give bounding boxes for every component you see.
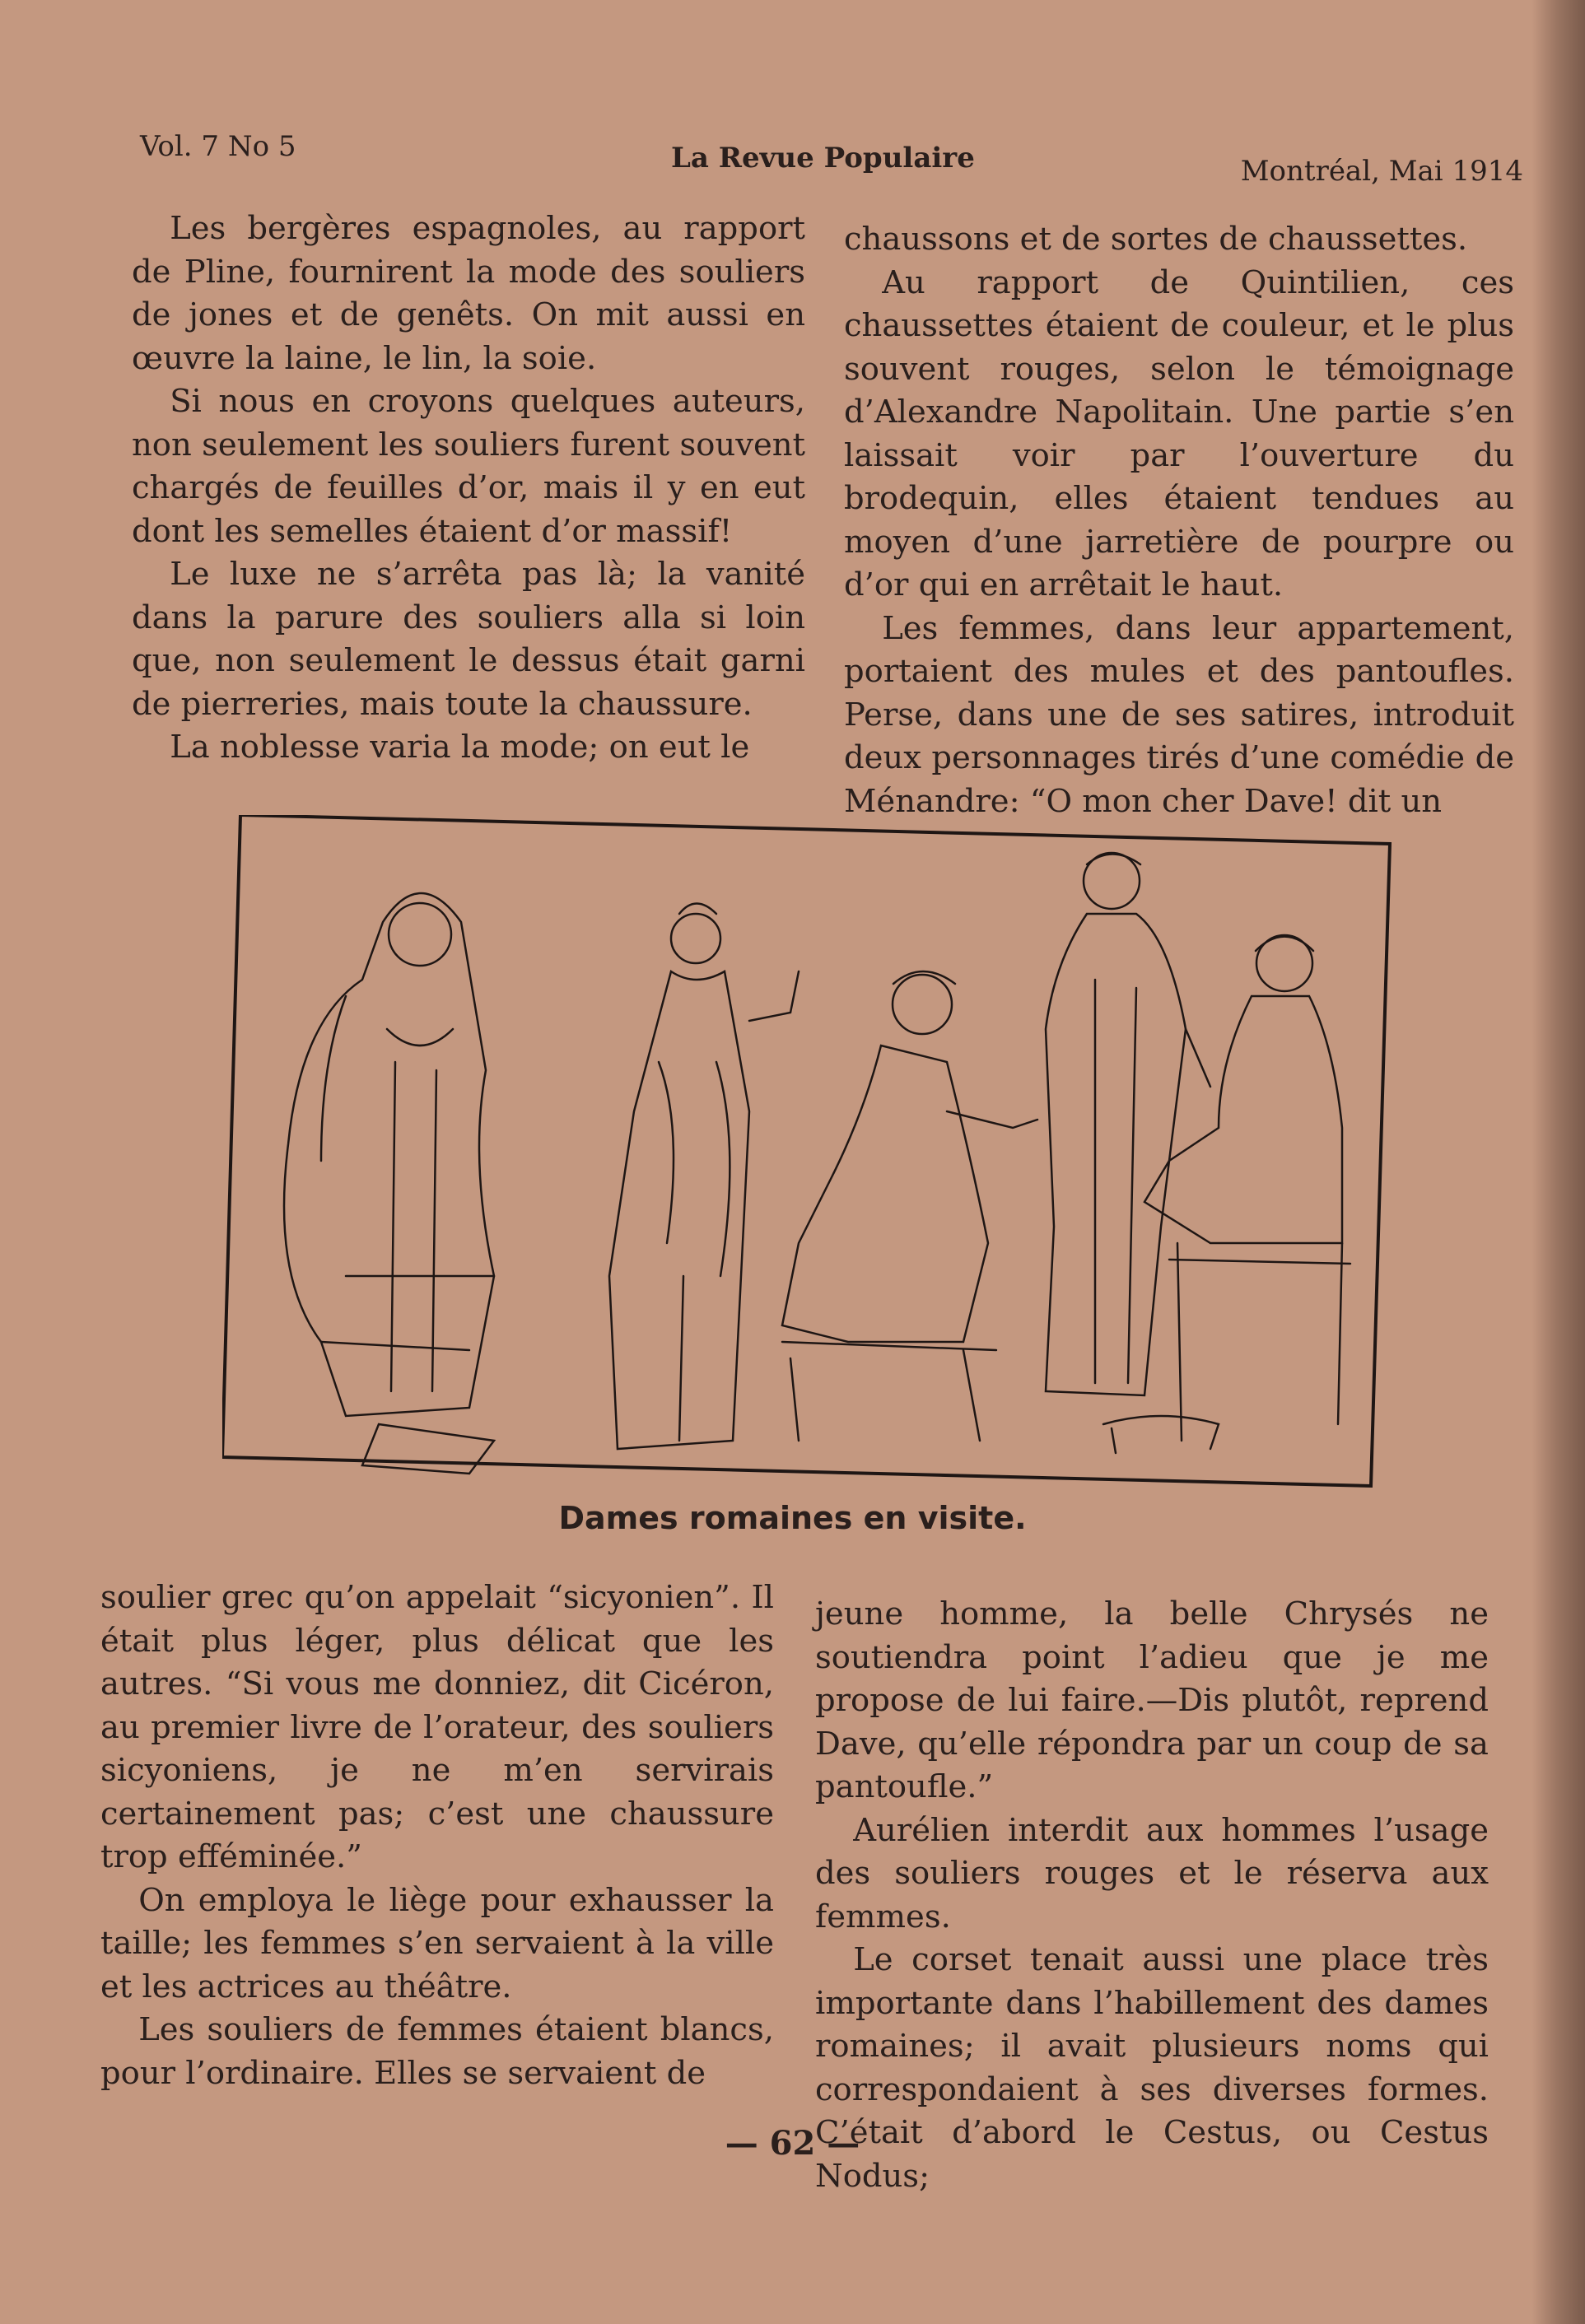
column-bottom-left xyxy=(100,1577,774,2095)
figure-caption: Dames romaines en visite. xyxy=(558,1500,1027,1536)
paragraph: Le luxe ne s’arrêta pas là; la vanité dans la parure des souliers alla si loin que, non seulement le dessus était garni de pierreries, mais toute la chaussure. xyxy=(132,556,805,723)
column-bottom-right xyxy=(815,1593,1489,2198)
column-top-left xyxy=(132,207,805,770)
magazine-title: La Revue Populaire xyxy=(671,142,975,175)
paragraph: Au rapport de Quintilien, ces chaussettes étaient de couleur, et le plus souvent rouges, selon le témoignage d’Alexandre Napolitain. Une partie s’en laissait voir par l’ouverture du brodequin, elles étaient tendues au moyen d’une jarretière de pourpre ou d’or qui en arrêtait le haut. xyxy=(844,263,1514,603)
running-header xyxy=(140,123,1523,188)
paragraph: jeune homme, la belle Chrysés ne soutiendra point l’adieu que je me propose de lui faire.—Dis plutôt, reprend Dave, qu’elle répondra par un coup de sa pantoufle.” xyxy=(815,1595,1489,1805)
paragraph: La noblesse varia la mode; on eut le xyxy=(170,729,750,766)
place-date: Montréal, Mai 1914 xyxy=(1240,155,1523,188)
paragraph: chaussons et de sortes de chaussettes. xyxy=(844,221,1468,258)
paragraph: Aurélien interdit aux hommes l’usage des souliers rouges et le réserva aux femmes. xyxy=(815,1811,1489,1935)
paragraph: Le corset tenait aussi une place très importante dans l’habillement des dames romaines; il avait plusieurs noms qui correspondaient à ses diverses formes. C’était d’abord le Cestus, ou Cestus Nodus; xyxy=(815,1941,1489,2195)
column-top-right xyxy=(844,218,1514,823)
paragraph: On employa le liège pour exhausser la taille; les femmes s’en servaient à la ville et les actrices au théâtre. xyxy=(100,1881,774,2005)
illustration xyxy=(222,815,1392,1490)
paragraph: Si nous en croyons quelques auteurs, non seulement les souliers furent souvent chargés de feuilles d’or, mais il y en eut dont les semelles étaient d’or massif! xyxy=(132,383,805,550)
paragraph: Les bergères espagnoles, au rapport de Pline, fournirent la mode des souliers de jones et de genêts. On mit aussi en œuvre la laine, le lin, la soie. xyxy=(132,210,805,377)
page-number: — 62 — xyxy=(725,2124,860,2163)
paragraph: soulier grec qu’on appelait “sicyonien”. Il était plus léger, plus délicat que les autres. “Si vous me donniez, dit Cicéron, au premier livre de l’orateur, des souliers sicyoniens, je ne m’en servirais certainement pas; c’est une chaussure trop efféminée.” xyxy=(100,1579,774,1875)
paragraph: Les souliers de femmes étaient blancs, pour l’ordinaire. Elles se servaient de xyxy=(100,2011,774,2092)
volume-number: Vol. 7 No 5 xyxy=(140,130,296,163)
engraving-image xyxy=(222,815,1392,1490)
paragraph: Les femmes, dans leur appartement, portaient des mules et des pantoufles. Perse, dans une de ses satires, introduit deux personnages tirés d’une comédie de Ménandre: “O mon cher Dave! dit un xyxy=(844,609,1514,820)
